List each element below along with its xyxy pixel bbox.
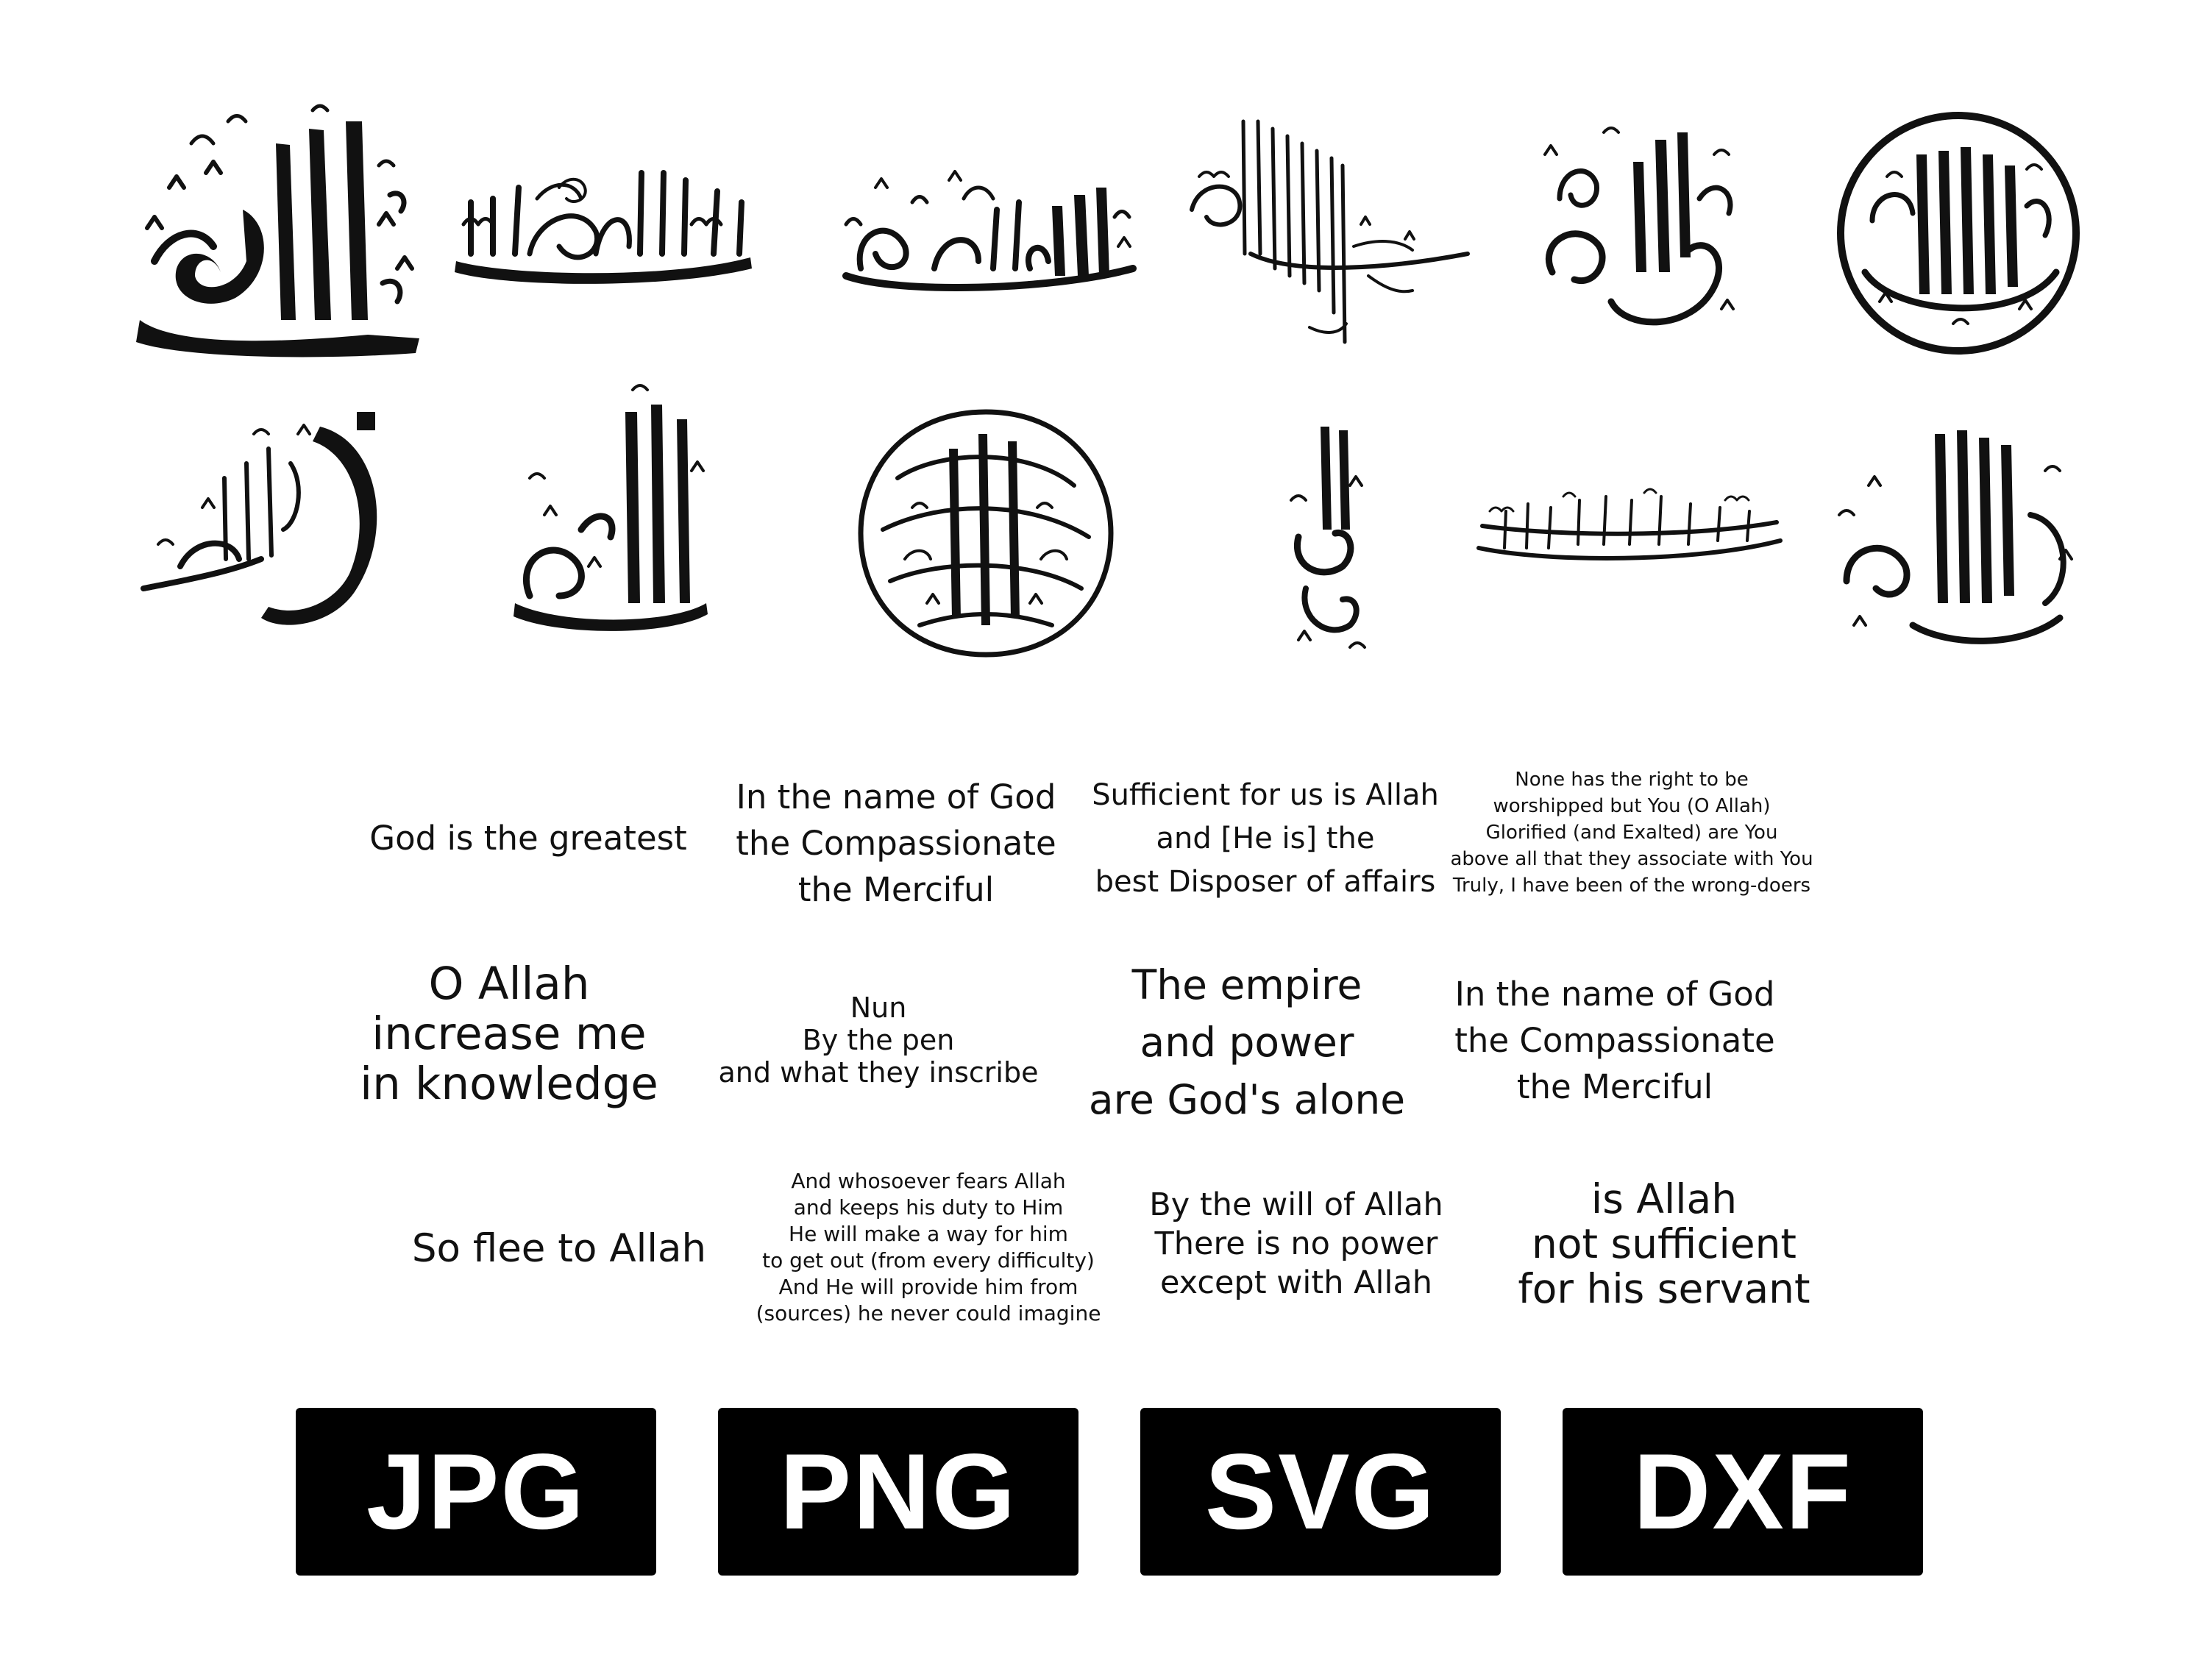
calligraphy-bismillah-icon: [449, 158, 758, 291]
caption-la-ilaha-illa-anta: None has the right to be worshipped but You (O Allah) Glorified (and Exalted) are You above all that they associate with You Truly, I have been of the wrong-doers: [1450, 769, 1813, 897]
calligraphy-nun-wal-qalam-icon: [136, 397, 401, 640]
format-png-button[interactable]: [718, 1408, 1078, 1576]
calligraphy-wa-man-yattaqillah-icon: [1475, 482, 1784, 570]
calligraphy-mashallah-roundel-icon: [1835, 110, 2082, 357]
caption-hasbunallah: Sufficient for us is Allah and [He is] the best Disposer of affairs: [1092, 778, 1439, 899]
format-dxf-button[interactable]: [1563, 1408, 1923, 1576]
format-png-label: PNG: [779, 1431, 1017, 1551]
caption-mashallah: By the will of Allah There is no power except with Allah: [1149, 1186, 1443, 1301]
caption-allahu-akbar: God is the greatest: [369, 819, 687, 858]
calligraphy-allahu-akbar-icon: [125, 99, 427, 364]
caption-rabbi-zidni-ilma: O Allah increase me in knowledge: [360, 958, 658, 1110]
calligraphy-hasbunallah-icon: [831, 165, 1140, 298]
format-svg-label: SVG: [1204, 1431, 1437, 1551]
format-dxf-label: DXF: [1633, 1431, 1852, 1551]
caption-bismillah-2: In the name of God the Compassionate the Merciful: [1454, 975, 1775, 1106]
caption-nun-wal-qalam: Nun By the pen and what they inscribe: [718, 992, 1039, 1089]
calligraphy-fafirru-ilallah-icon: [1276, 412, 1379, 655]
calligraphy-bismillah-roundel-icon: [853, 405, 1118, 662]
caption-alaysallahu: is Allah not sufficient for his servant: [1518, 1175, 1810, 1312]
caption-wa-man-yattaqillah: And whosoever fears Allah and keeps his duty to Him He will make a way for him to get out (from every difficulty) And He will provide him from (sources) he never could imagine: [756, 1169, 1101, 1325]
caption-fafirru-ilallah: So flee to Allah: [411, 1226, 707, 1271]
format-svg-button[interactable]: [1140, 1408, 1501, 1576]
calligraphy-la-ilaha-illa-anta-icon: [1184, 107, 1471, 357]
format-jpg-button[interactable]: [296, 1408, 656, 1576]
caption-bismillah-1: In the name of God the Compassionate the Merciful: [736, 777, 1056, 909]
caption-al-mulk-lillah: The empire and power are God's alone: [1088, 961, 1406, 1123]
calligraphy-rabbi-zidni-ilma-icon: [1530, 110, 1751, 353]
calligraphy-al-mulk-lillah-icon: [500, 382, 721, 633]
format-jpg-label: JPG: [366, 1431, 586, 1551]
calligraphy-alaysallahu-icon: [1824, 412, 2089, 662]
